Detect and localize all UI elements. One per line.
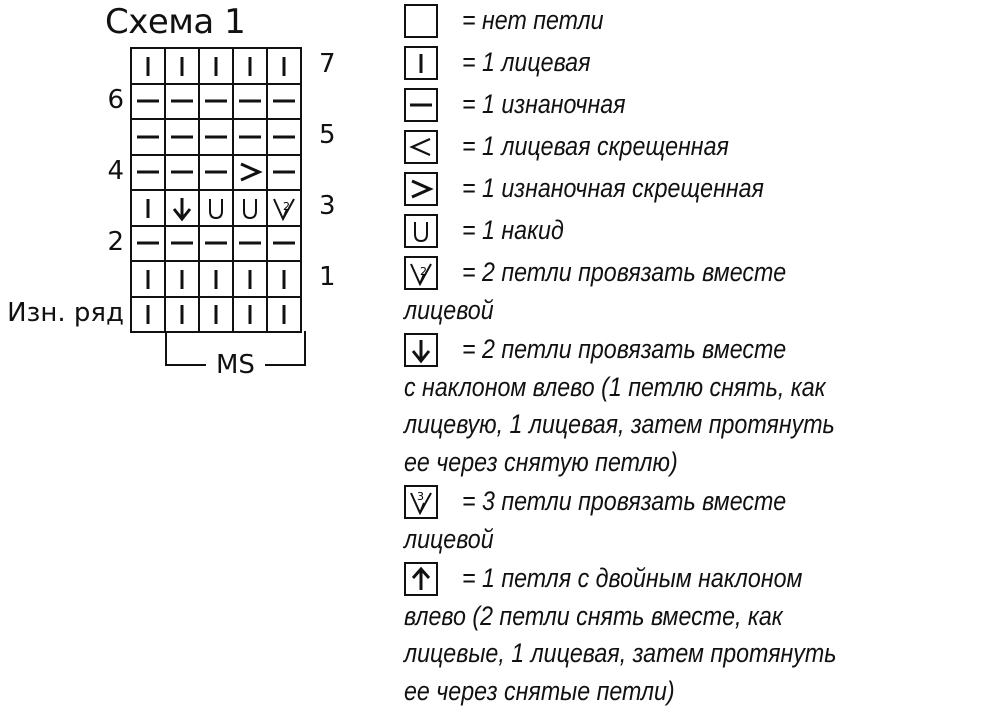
purl-icon	[166, 85, 198, 119]
legend-symbol-yo-icon	[404, 214, 438, 248]
chart-cell-knit	[267, 297, 301, 333]
chart-cell-purl	[199, 119, 233, 155]
purl-icon	[132, 156, 164, 190]
legend-symbol-knit-twisted-icon	[404, 130, 438, 164]
knit-icon	[132, 298, 164, 332]
legend-description: = 1 лицевая скрещенная	[462, 131, 729, 161]
purl-icon	[234, 227, 266, 261]
purl-icon	[200, 156, 232, 190]
chart-row	[131, 48, 301, 84]
chart-cell-purl	[131, 119, 165, 155]
knitting-chart-grid	[130, 47, 302, 333]
knit-icon	[132, 49, 164, 83]
legend-description: = 1 лицевая	[462, 47, 591, 77]
row-number-right: 1	[319, 262, 336, 292]
chart-row	[131, 190, 301, 226]
k2tog-icon	[268, 191, 300, 225]
chart-cell-knit	[267, 261, 301, 297]
purl-icon	[268, 156, 300, 190]
purl-icon	[200, 227, 232, 261]
legend-description-continued: лицевые, 1 лицевая, затем протянуть	[404, 638, 837, 668]
legend-description: = 1 изнаночная	[462, 89, 626, 119]
row-number-right: 3	[319, 191, 336, 221]
chart-cell-knit	[233, 261, 267, 297]
chart-cell-purl	[233, 84, 267, 120]
chart-cell-purl	[165, 155, 199, 191]
legend-symbol-sk2p-icon	[404, 562, 438, 596]
chart-cell-knit	[199, 261, 233, 297]
chart-cell-purl	[267, 226, 301, 262]
chart-cell-purl	[199, 84, 233, 120]
purl-icon	[200, 85, 232, 119]
wrong-side-row-label: Изн. ряд	[7, 297, 124, 328]
chart-cell-purl	[267, 119, 301, 155]
chart-cell-yo	[199, 190, 233, 226]
chart-row	[131, 84, 301, 120]
chart-cell-k2tog	[267, 190, 301, 226]
chart-cell-knit	[233, 297, 267, 333]
chart-cell-purl-twisted	[233, 155, 267, 191]
svg-text:2: 2	[283, 199, 290, 213]
chart-cell-knit	[131, 261, 165, 297]
chart-cell-purl	[233, 226, 267, 262]
legend-description-continued: ее через снятую петлю)	[404, 446, 678, 477]
legend-description: = 2 петли провязать вместе	[462, 257, 787, 287]
knit-icon	[200, 262, 232, 296]
row-number-right: 5	[319, 120, 336, 150]
purl-twisted-icon	[234, 156, 266, 190]
chart-cell-knit	[199, 297, 233, 333]
legend-description-continued: лицевой	[404, 294, 494, 325]
knit-icon	[268, 49, 300, 83]
chart-cell-purl	[199, 226, 233, 262]
chart-cell-knit	[131, 190, 165, 226]
legend-description-continued: лицевой	[404, 523, 494, 554]
chart-cell-purl	[131, 155, 165, 191]
purl-icon	[234, 120, 266, 154]
legend-description: = 1 накид	[462, 215, 564, 245]
legend-symbol-k3tog-icon	[404, 485, 438, 519]
chart-row	[131, 226, 301, 262]
knit-icon	[132, 262, 164, 296]
chart-cell-purl	[131, 84, 165, 120]
chart-cell-purl	[165, 226, 199, 262]
chart-title: Схема 1	[105, 2, 246, 42]
chart-cell-knit	[165, 48, 199, 84]
yo-icon	[200, 191, 232, 225]
purl-icon	[200, 120, 232, 154]
chart-cell-purl	[131, 226, 165, 262]
chart-cell-purl	[267, 84, 301, 120]
knit-icon	[234, 298, 266, 332]
legend-description: = 3 петли провязать вместе	[462, 486, 787, 516]
chart-row	[131, 155, 301, 191]
chart-cell-purl	[199, 155, 233, 191]
purl-icon	[166, 227, 198, 261]
legend-symbol-purl-icon	[404, 88, 438, 122]
knit-icon	[132, 191, 164, 225]
knit-icon	[166, 49, 198, 83]
legend-symbol-knit-icon	[404, 46, 438, 80]
purl-icon	[166, 156, 198, 190]
chart-cell-knit	[165, 297, 199, 333]
chart-row	[131, 297, 301, 333]
legend-symbol-k2tog-icon	[404, 256, 438, 290]
legend-description-continued: с наклоном влево (1 петлю снять, как	[404, 371, 826, 402]
chart-cell-knit	[199, 48, 233, 84]
purl-icon	[132, 227, 164, 261]
chart-cell-knit	[165, 261, 199, 297]
row-number-left: 4	[107, 155, 124, 186]
svg-text:2: 2	[420, 265, 427, 278]
knit-icon	[268, 262, 300, 296]
chart-cell-knit	[267, 48, 301, 84]
knit-icon	[200, 49, 232, 83]
row-number-right: 7	[319, 49, 336, 79]
chart-cell-purl	[165, 119, 199, 155]
legend-description: = 2 петли провязать вместе	[462, 334, 787, 364]
chart-cell-purl	[267, 155, 301, 191]
legend-description-continued: лицевую, 1 лицевая, затем протянуть	[404, 409, 835, 439]
chart-cell-knit	[131, 297, 165, 333]
svg-text:3: 3	[417, 490, 424, 503]
legend-description: = 1 петля с двойным наклоном	[462, 563, 803, 593]
purl-icon	[268, 227, 300, 261]
purl-icon	[166, 120, 198, 154]
purl-icon	[268, 85, 300, 119]
chart-cell-knit	[131, 48, 165, 84]
chart-row	[131, 119, 301, 155]
ssk-icon	[166, 191, 198, 225]
row-number-left: 6	[107, 84, 124, 115]
knit-icon	[200, 298, 232, 332]
purl-icon	[132, 120, 164, 154]
chart-cell-ssk	[165, 190, 199, 226]
knit-icon	[234, 262, 266, 296]
legend-symbol-ssk-icon	[404, 333, 438, 367]
purl-icon	[132, 85, 164, 119]
legend-description-continued: ее через снятые петли)	[404, 675, 675, 706]
knit-icon	[166, 298, 198, 332]
legend-symbol-empty-icon	[404, 4, 438, 38]
legend-description: = нет петли	[462, 5, 604, 35]
chart-cell-knit	[233, 48, 267, 84]
legend-description-continued: влево (2 петли снять вместе, как	[404, 600, 783, 631]
row-number-left: 2	[107, 226, 124, 257]
purl-icon	[234, 85, 266, 119]
purl-icon	[268, 120, 300, 154]
knit-icon	[268, 298, 300, 332]
repeat-label: MS	[206, 350, 265, 380]
chart-cell-purl	[165, 84, 199, 120]
knit-icon	[234, 49, 266, 83]
yo-icon	[234, 191, 266, 225]
chart-cell-purl	[233, 119, 267, 155]
chart-cell-yo	[233, 190, 267, 226]
knit-icon	[166, 262, 198, 296]
chart-row	[131, 261, 301, 297]
legend-description: = 1 изнаночная скрещенная	[462, 173, 764, 203]
legend-symbol-purl-twisted-icon	[404, 172, 438, 206]
